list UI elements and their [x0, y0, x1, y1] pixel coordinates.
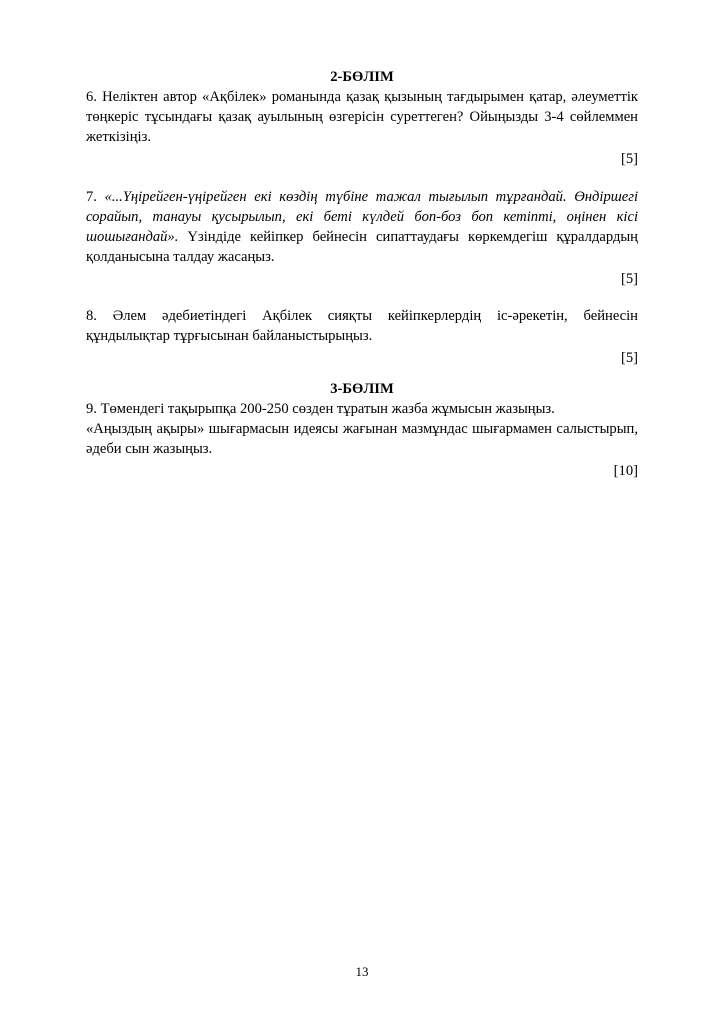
- page-content: [86, 67, 638, 481]
- question-9-line-1: 9. Төмендегі тақырыпқа 200-250 сөзден тұратын жазба жұмысын жазыңыз.: [86, 401, 555, 417]
- question-8-score: [5]: [620, 350, 638, 366]
- question-8: 8. Әлем әдебиетіндегі Ақбілек сияқты кейіпкерлердің іс-әрекетін, бейнесін құндылықтар тұрғысынан байланыстырыңыз.: [86, 308, 638, 344]
- question-7-task: Үзіндіде кейіпкер бейнесін сипаттаудағы көркемдегіш құралдардың қолданысына талдау жасаңыз.: [86, 229, 638, 265]
- section-3-title: 3-БӨЛІМ: [330, 381, 394, 397]
- question-7-score: [5]: [620, 271, 638, 287]
- question-9-line-2: «Аңыздың ақыры» шығармасын идеясы жағынан мазмұндас шығармамен салыстырып, әдеби сын жазыңыз.: [86, 421, 638, 457]
- question-7: [86, 187, 638, 267]
- question-6: 6. Неліктен автор «Ақбілек» романында қазақ қызының тағдырымен қатар, әлеуметтік төңкеріс тұсындағы қазақ ауылының өзгерісін суреттеген? Ойыңызды 3-4 сөйлеммен жеткізіңіз.: [86, 89, 638, 145]
- question-6-score: [5]: [620, 151, 638, 167]
- question-7-number: 7.: [86, 189, 105, 205]
- question-9-score: [10]: [613, 463, 638, 479]
- page-number: 13: [355, 964, 369, 979]
- section-2-title: 2-БӨЛІМ: [330, 69, 394, 85]
- question-7-quote: «...Үңірейген-үңірейген екі көздің түбіне тажал тығылып тұрғандай. Өндіршегі сорайып, танауы қусырылып, екі беті күлдей боп-боз боп кетіпті, оңінен кісі шошығандай».: [86, 189, 638, 245]
